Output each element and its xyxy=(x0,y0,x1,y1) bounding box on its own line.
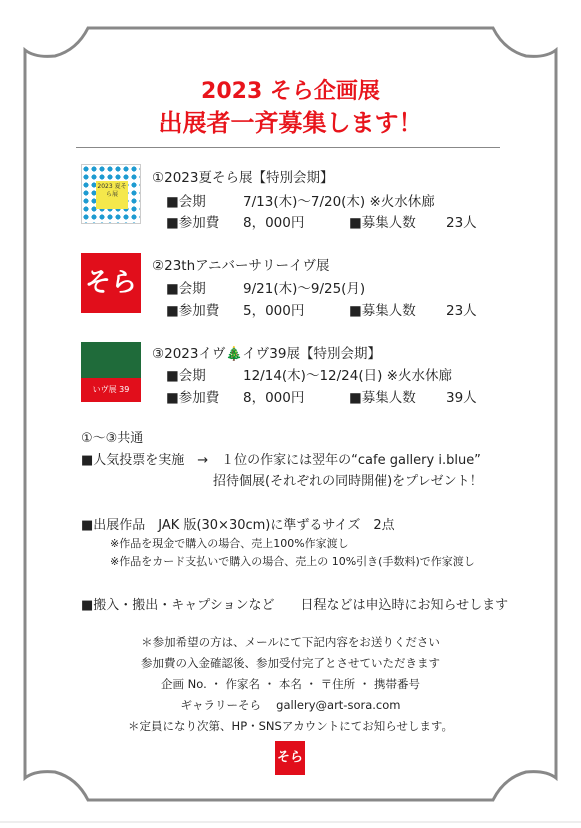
event-2-recruit-label: ■募集人数 xyxy=(349,303,416,319)
common-delivery: ■搬入・搬出・キャプションなど 日程などは申込時にお知らせします xyxy=(81,598,509,613)
page-title: 2023 そら企画展 xyxy=(201,79,380,104)
title-divider xyxy=(76,147,500,148)
event-3-recruit-label: ■募集人数 xyxy=(349,390,416,406)
event-2-fee-label: ■参加費 xyxy=(166,303,220,319)
event-3-recruit: 39人 xyxy=(446,390,477,406)
event-1-recruit: 23人 xyxy=(446,215,477,231)
common-vote: ■人気投票を実施 → １位の作家には翌年の“cafe gallery i.blue” xyxy=(81,453,481,468)
common-heading: ①～③共通 xyxy=(81,431,144,446)
event-1-recruit-label: ■募集人数 xyxy=(349,215,416,231)
common-vote-prize: 招待個展(それぞれの同時開催)をプレゼント！ xyxy=(213,474,483,489)
contact-line-4: ギャラリーそら gallery@art-sora.com xyxy=(180,698,401,712)
event-3-title: ③2023イヴ🎄イヴ39展【特別会期】 xyxy=(152,346,381,362)
event-1-thumbnail-label: 2023 夏そら展 xyxy=(96,181,128,209)
event-2-thumbnail: そら xyxy=(81,253,141,313)
sora-logo: そら xyxy=(275,741,305,775)
event-2-fee: 5，000円 xyxy=(243,303,305,319)
common-works: ■出展作品 JAK 版(30×30cm)に準ずるサイズ 2点 xyxy=(81,518,395,533)
event-1-title: ①2023夏そら展【特別会期】 xyxy=(152,170,334,186)
contact-line-1: ＊参加希望の方は、メールにて下記内容をお送りください xyxy=(141,635,440,649)
contact-line-5: ＊定員になり次第、HP・SNSアカウントにてお知らせします。 xyxy=(128,719,453,733)
event-3-period-label: ■会期 xyxy=(166,368,206,384)
event-1-fee: 8，000円 xyxy=(243,215,305,231)
common-note-card: ※作品をカード支払いで購入の場合、売上の 10%引き(手数料)で作家渡し xyxy=(110,555,475,568)
event-2-title: ②23thアニバーサリーイヴ展 xyxy=(152,258,330,274)
common-note-cash: ※作品を現金で購入の場合、売上100%作家渡し xyxy=(110,537,349,550)
event-1-fee-label: ■参加費 xyxy=(166,215,220,231)
event-1-period: 7/13(木)～7/20(木) ※火水休廊 xyxy=(243,194,435,210)
event-1-period-label: ■会期 xyxy=(166,194,206,210)
event-3-thumbnail xyxy=(81,342,141,402)
contact-line-3: 企画 No. ・ 作家名 ・ 本名 ・ 〒住所 ・ 携帯番号 xyxy=(161,677,420,691)
event-1-thumbnail xyxy=(81,164,141,224)
contact-line-2: 参加費の入金確認後、参加受付完了とさせていただきます xyxy=(141,656,440,670)
page-subtitle: 出展者一斉募集します！ xyxy=(158,109,423,137)
event-2-period: 9/21(木)～9/25(月) xyxy=(243,281,366,297)
event-3-thumbnail-label: いヴ展 39 xyxy=(81,378,141,402)
event-3-fee: 8，000円 xyxy=(243,390,305,406)
event-2-period-label: ■会期 xyxy=(166,281,206,297)
event-3-fee-label: ■参加費 xyxy=(166,390,220,406)
event-3-period: 12/14(木)～12/24(日) ※火水休廊 xyxy=(243,368,452,384)
event-2-recruit: 23人 xyxy=(446,303,477,319)
